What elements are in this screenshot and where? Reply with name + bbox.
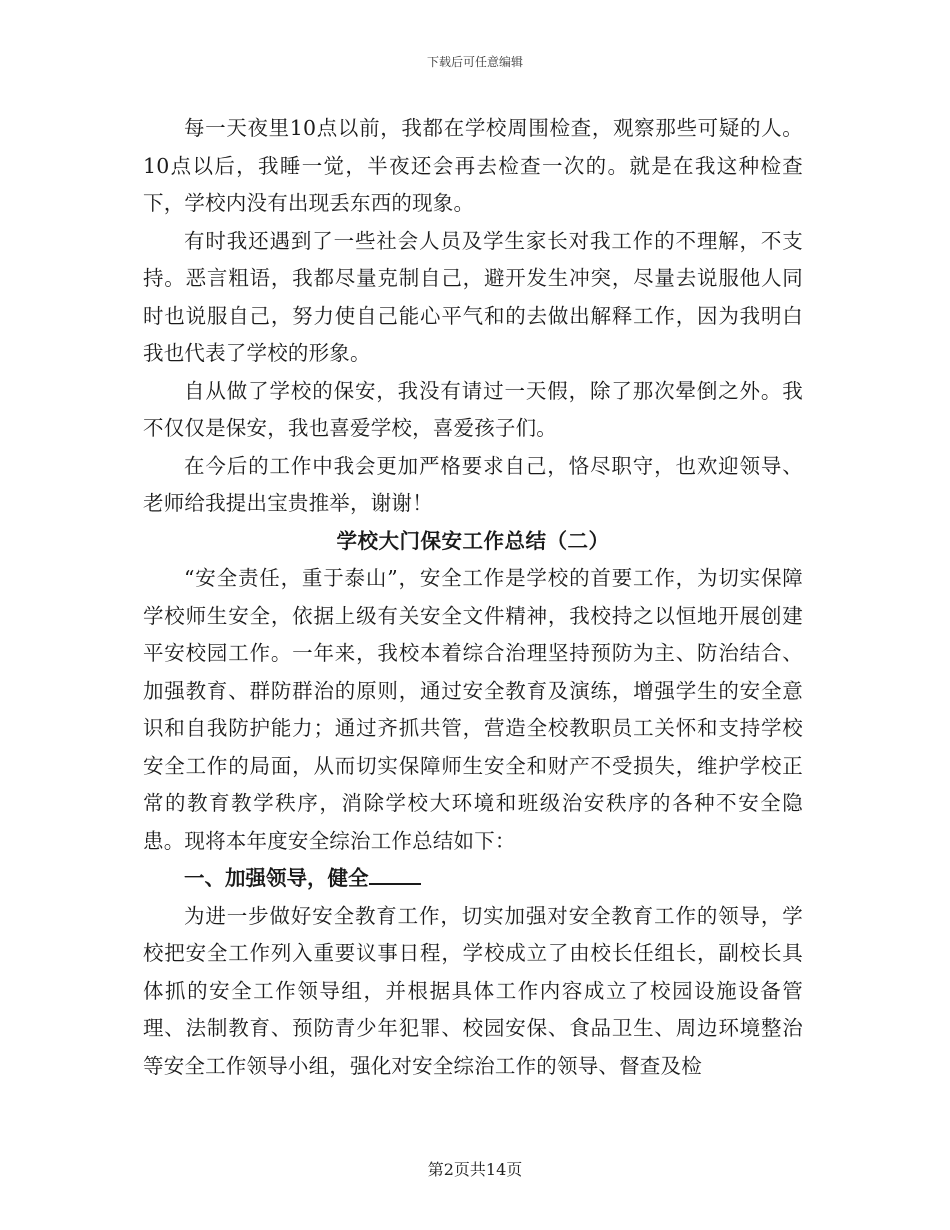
page-header-note: 下载后可任意编辑 bbox=[426, 55, 523, 69]
paragraph: 有时我还遇到了一些社会人员及学生家长对我工作的不理解，不支持。恶言粗语，我都尽量克制自己，避开发生冲突，尽量去说服他人同时也说服自己，努力使自己能心平气和的去做出解释工作，因为我明白我也代表了学校的形象。 bbox=[143, 228, 803, 365]
paragraph: 在今后的工作中我会更加严格要求自己，恪尽职守，也欢迎领导、老师给我提出宝贵推举，谢谢！ bbox=[143, 453, 803, 515]
intro-paragraph: “安全责任，重于泰山”，安全工作是学校的首要工作，为切实保障学校师生安全，依据上级有关安全文件精神，我校持之以恒地开展创建平安校园工作。一年来，我校本着综合治理坚持预防为主、防治结合、加强教育、群防群治的原则，通过安全教育及演练，增强学生的安全意识和自我防护能力；通过齐抓共管，营造全校教职员工关怀和支持学校安全工作的局面，从而切实保障师生安全和财产不受损失，维护学校正常的教育教学秩序，消除学校大环境和班级治安秩序的各种不安全隐患。现将本年度安全综治工作总结如下： bbox=[143, 566, 803, 853]
document-body bbox=[143, 110, 803, 1085]
section-heading bbox=[143, 860, 803, 898]
section-title: 学校大门保安工作总结（二） bbox=[336, 528, 610, 553]
page-footer: 第2页共14页 bbox=[427, 1160, 523, 1179]
paragraph: 为进一步做好安全教育工作，切实加强对安全教育工作的领导，学校把安全工作列入重要议事日程，学校成立了由校长任组长，副校长具体抓的安全工作领导组，并根据具体工作内容成立了校园设施设备管理、法制教育、预防青少年犯罪、校园安保、食品卫生、周边环境整治等安全工作领导小组，强化对安全综治工作的领导、督查及检 bbox=[143, 903, 803, 1078]
section-heading-text: 一、加强领导，健全 bbox=[184, 866, 369, 890]
paragraph: 自从做了学校的保安，我没有请过一天假，除了那次晕倒之外。我不仅仅是保安，我也喜爱学校，喜爱孩子们。 bbox=[143, 378, 803, 440]
paragraph: 每一天夜里10点以前，我都在学校周围检查，观察那些可疑的人。10点以后，我睡一觉，半夜还会再去检查一次的。就是在我这种检查下，学校内没有出现丢东西的现象。 bbox=[143, 116, 803, 215]
fill-in-blank bbox=[369, 865, 421, 885]
